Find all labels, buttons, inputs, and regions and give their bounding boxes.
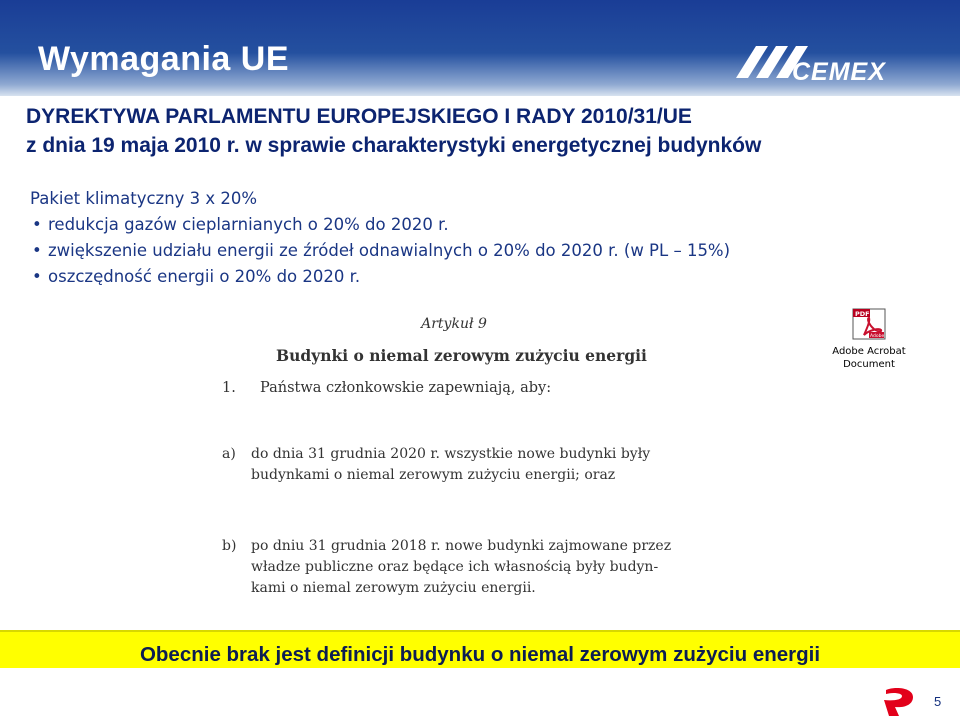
item-line: budynkami o niemal zerowym zużyciu energii; oraz	[251, 467, 616, 483]
item-line: do dnia 31 grudnia 2020 r. wszystkie nowe budynki były	[251, 446, 651, 462]
package-bullet-list	[30, 212, 930, 290]
pdf-badge-label: PDF	[855, 310, 870, 318]
package-bullet-text: zwiększenie udziału energii ze źródeł odnawialnych o 20% do 2020 r. (w PL – 15%)	[48, 241, 731, 260]
directive-heading	[26, 102, 946, 160]
pdf-caption-line-1: Adobe Acrobat	[832, 346, 906, 357]
item-line: kami o niemal zerowym zużyciu energii.	[251, 580, 536, 596]
package-bullet	[30, 264, 930, 290]
package-bullet-text: oszczędność energii o 20% do 2020 r.	[48, 267, 361, 286]
cemex-logo	[734, 38, 886, 82]
pdf-file-icon[interactable]	[852, 308, 886, 340]
package-title: Pakiet klimatyczny 3 x 20%	[30, 189, 258, 208]
pdf-brand-label: Adobe	[870, 334, 885, 339]
directive-line-1: DYREKTYWA PARLAMENTU EUROPEJSKIEGO I RADY 2010/31/UE	[26, 105, 692, 128]
brand-mark-icon	[880, 686, 916, 718]
item-line: po dniu 31 grudnia 2018 r. nowe budynki zajmowane przez	[251, 538, 672, 554]
bullet-icon: •	[32, 215, 42, 234]
page-number: 5	[934, 694, 942, 709]
point-text: Państwa członkowskie zapewniają, aby:	[260, 380, 552, 396]
climate-package	[30, 186, 930, 290]
pdf-caption-line-2: Document	[843, 359, 895, 370]
item-line: władze publiczne oraz będące ich własnością były budyn-	[251, 559, 659, 575]
footer-statement: Obecnie brak jest definicji budynku o niemal zerowym zużyciu energii	[139, 643, 821, 666]
package-bullet	[30, 212, 930, 238]
package-bullet	[30, 238, 930, 264]
header-band	[0, 0, 960, 96]
item-label: a)	[222, 446, 236, 462]
article-point-1	[222, 380, 551, 396]
directive-line-2: z dnia 19 maja 2010 r. w sprawie charakterystyki energetycznej budynków	[26, 134, 762, 157]
point-number: 1.	[222, 380, 236, 396]
bullet-icon: •	[32, 241, 42, 260]
article-excerpt-image	[214, 314, 694, 598]
pdf-file-caption[interactable]	[822, 345, 916, 371]
article-title: Budynki o niemal zerowym zużyciu energii	[276, 346, 647, 365]
logo-wordmark: CEMEX	[792, 58, 886, 82]
article-heading: Artykuł 9	[421, 316, 487, 332]
item-text	[251, 536, 691, 599]
slide-title: Wymagania UE	[38, 40, 290, 78]
item-label: b)	[222, 538, 237, 554]
package-bullet-text: redukcja gazów cieplarnianych o 20% do 2020 r.	[48, 215, 449, 234]
bullet-icon: •	[32, 267, 42, 286]
item-text	[251, 444, 691, 486]
